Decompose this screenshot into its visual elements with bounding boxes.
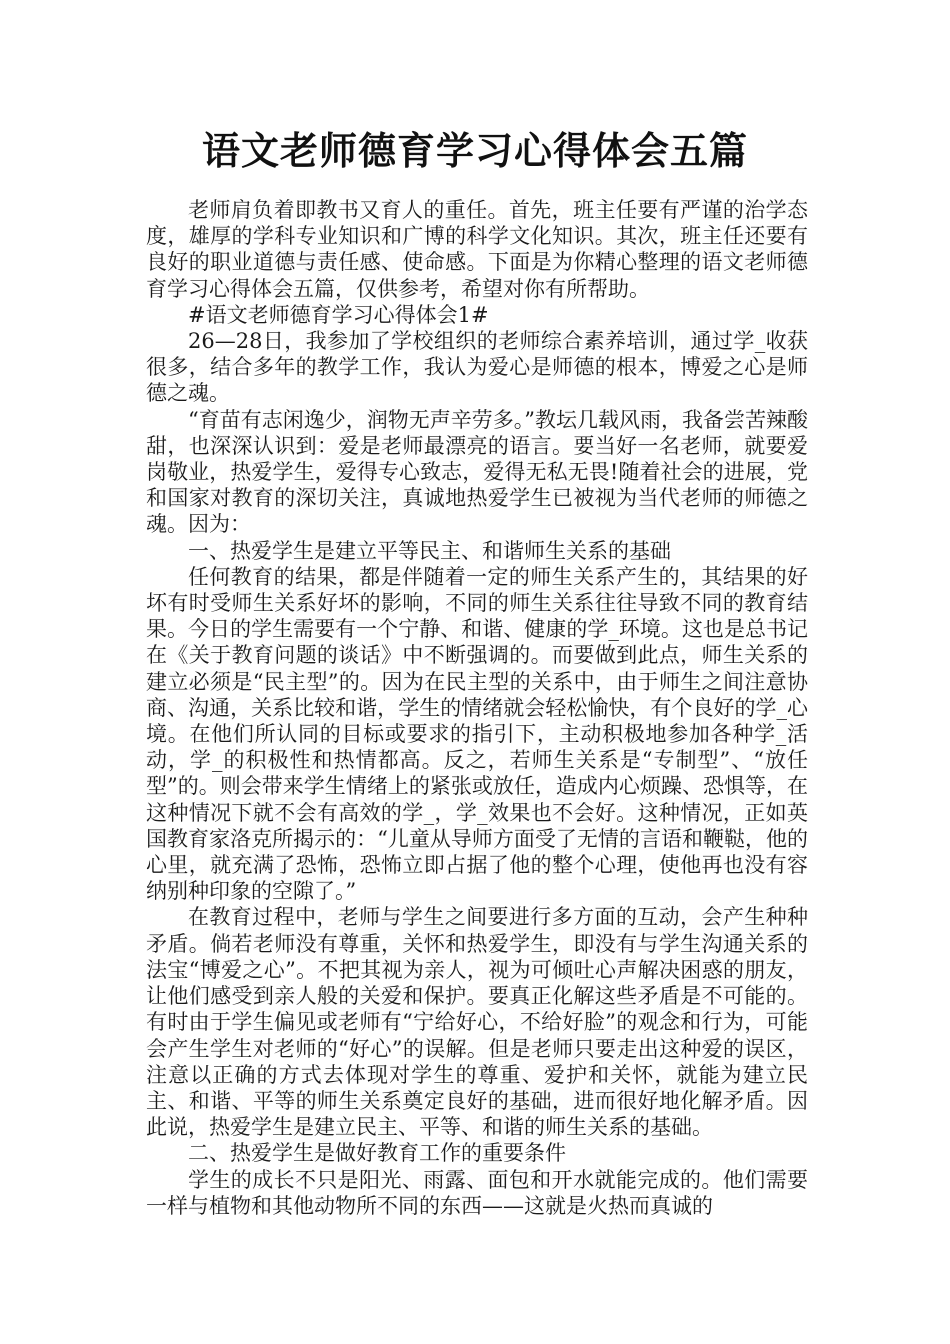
- paragraph: 学生的成长不只是阳光、雨露、面包和开水就能完成的。他们需要一样与植物和其他动物所不同的东西——这就是火热而真诚的: [146, 1167, 808, 1218]
- document-title: 语文老师德育学习心得体会五篇: [201, 128, 748, 173]
- paragraph: 任何教育的结果，都是伴随着一定的师生关系产生的，其结果的好坏有时受师生关系好坏的影响，不同的师生关系往往导致不同的教育结果。今日的学生需要有一个宁静、和谐、健康的学_环境。这也是总书记在《关于教育问题的谈话》中不断强调的。而要做到此点，师生关系的建立必须是“民主型”的。因为在民主型的关系中，由于师生之间注意协商、沟通，关系比较和谐，学生的情绪就会轻松愉快，有个良好的学_心境。在他们所认同的目标或要求的指引下，主动积极地参加各种学_活动，学_的积极性和热情都高。反之，若师生关系是“专制型”、“放任型”的。则会带来学生情绪上的紧张或放任，造成内心烦躁、恐惧等，在这种情况下就不会有高效的学_，学_效果也不会好。这种情况，正如英国教育家洛克所揭示的：“儿童从导师方面受了无情的言语和鞭鞑，他的心里，就充满了恐怖，恐怖立即占据了他的整个心理，使他再也没有容纳别种印象的空隙了。”: [146, 564, 808, 904]
- document-body: [146, 197, 808, 1219]
- subheading-2: 二、热爱学生是做好教育工作的重要条件: [188, 1141, 566, 1166]
- intro-paragraph: 老师肩负着即教书又育人的重任。首先，班主任要有严谨的治学态度，雄厚的学科专业知识和广博的科学文化知识。其次，班主任还要有良好的职业道德与责任感、使命感。下面是为你精心整理的语文老师德育学习心得体会五篇，仅供参考，希望对你有所帮助。: [146, 198, 808, 301]
- section-heading-1: #语文老师德育学习心得体会1#: [188, 302, 489, 327]
- paragraph: 在教育过程中，老师与学生之间要进行多方面的互动，会产生种种矛盾。倘若老师没有尊重，关怀和热爱学生，即没有与学生沟通关系的法宝“博爱之心”。不把其视为亲人，视为可倾吐心声解决困惑的朋友，让他们感受到亲人般的关爱和保护。要真正化解这些矛盾是不可能的。有时由于学生偏见或老师有“宁给好心，不给好脸”的观念和行为，可能会产生学生对老师的“好心”的误解。但是老师只要走出这种爱的误区，注意以正确的方式去体现对学生的尊重、爱护和关怀，就能为建立民主、和谐、平等的师生关系奠定良好的基础，进而很好地化解矛盾。因此说，热爱学生是建立民主、平等、和谐的师生关系的基础。: [146, 905, 808, 1140]
- paragraph: “育苗有志闲逸少，润物无声辛劳多。”教坛几载风雨，我备尝苦辣酸甜，也深深认识到：爱是老师最漂亮的语言。要当好一名老师，就要爱岗敬业，热爱学生，爱得专心致志，爱得无私无畏!随着社会的进展，党和国家对教育的深切关注，真诚地热爱学生已被视为当代老师的师德之魂。因为：: [146, 407, 808, 537]
- paragraph: 26—28日，我参加了学校组织的老师综合素养培训，通过学_收获很多，结合多年的教学工作，我认为爱心是师德的根本，博爱之心是师德之魂。: [146, 329, 808, 406]
- subheading-1: 一、热爱学生是建立平等民主、和谐师生关系的基础: [188, 538, 671, 563]
